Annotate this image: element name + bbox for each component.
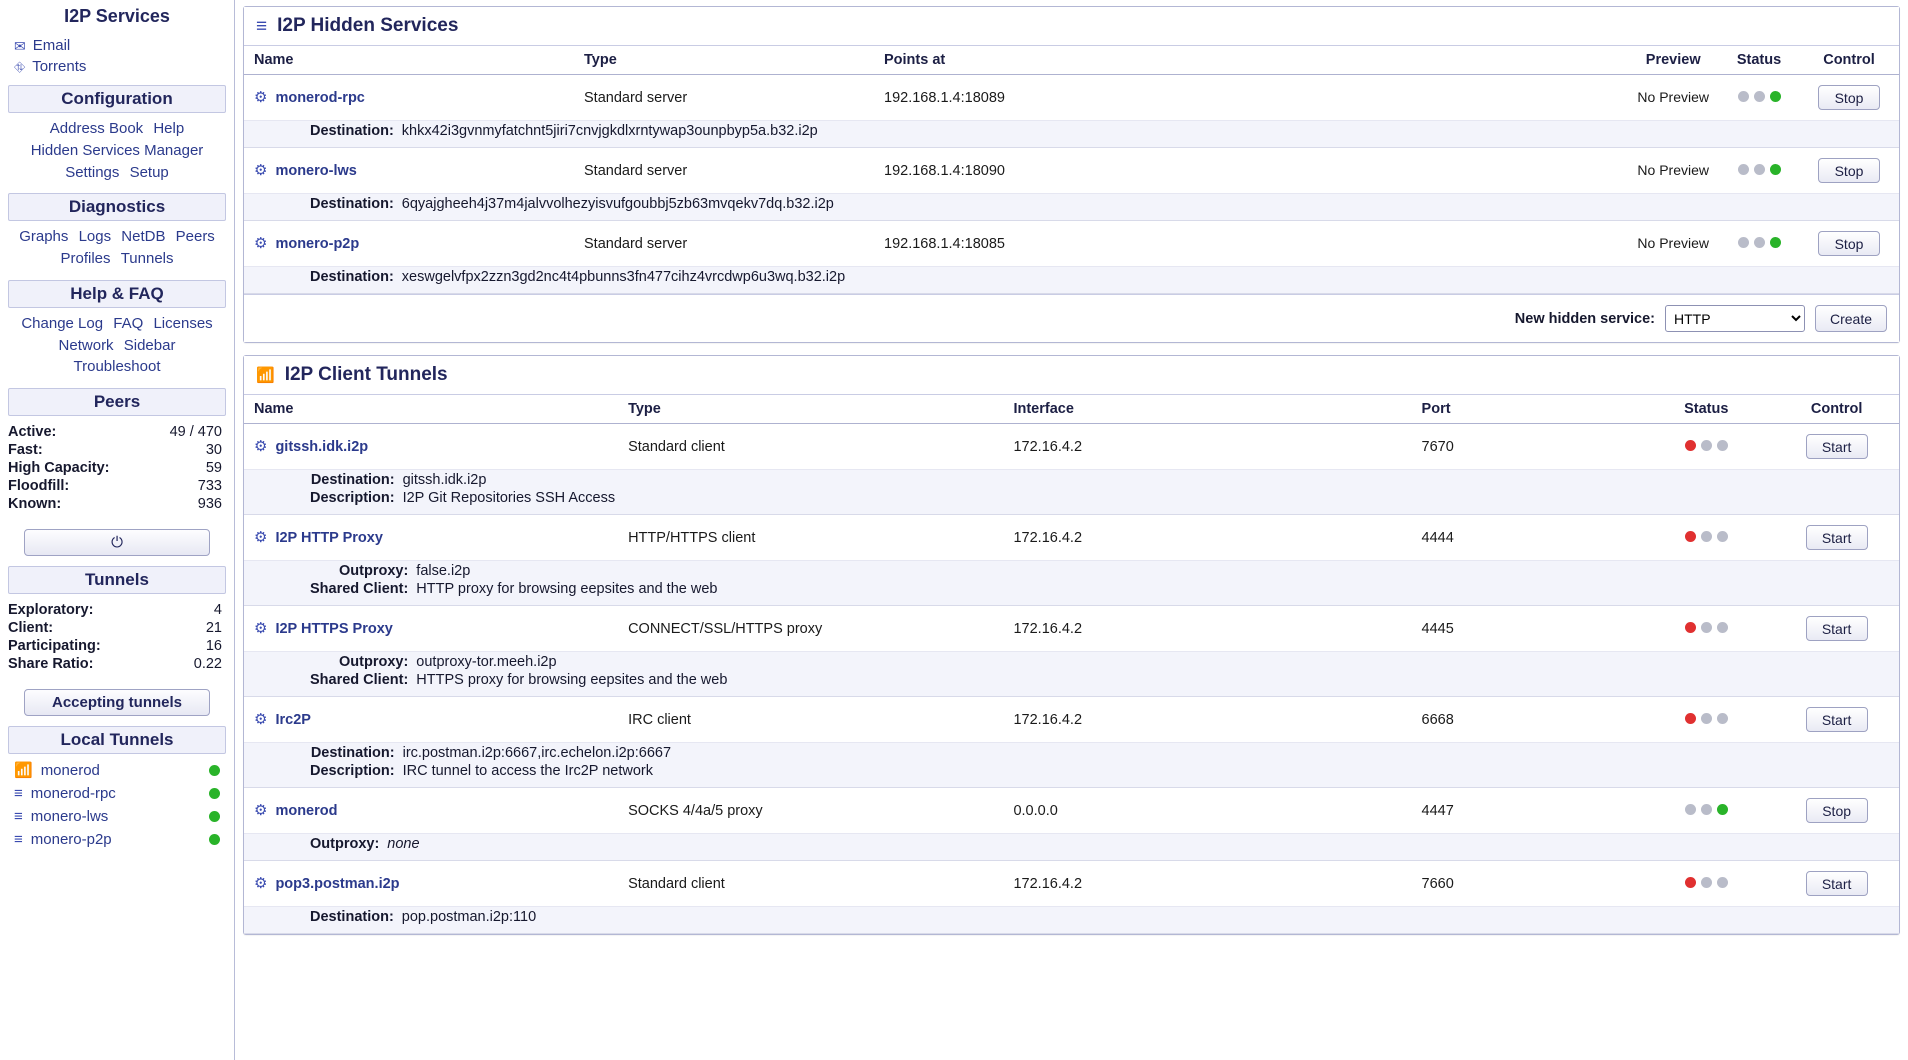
sidebar-link-peers[interactable]: Peers <box>175 228 215 246</box>
sidebar-link-settings[interactable]: Settings <box>65 163 120 181</box>
local-tunnel-label[interactable]: monero-lws <box>30 808 109 825</box>
status-lights <box>1738 91 1781 102</box>
status-lights <box>1685 877 1728 888</box>
server-icon: ≡ <box>14 831 23 848</box>
client-tunnels-title: I2P Client Tunnels <box>284 364 448 385</box>
cell-control <box>1774 861 1899 907</box>
local-tunnels-list <box>6 759 228 851</box>
peers-fast-value: 30 <box>205 442 222 458</box>
cell-control <box>1774 606 1899 652</box>
list-item[interactable] <box>6 782 228 805</box>
status-dot-grey <box>1701 440 1712 451</box>
gear-icon[interactable]: ⚙ <box>254 162 268 179</box>
table-row <box>244 75 1899 121</box>
peers-floodfill-value: 733 <box>197 478 222 494</box>
sidebar-item-email-label[interactable]: Email <box>32 37 71 54</box>
th-port: Port <box>1412 395 1639 424</box>
mail-icon: ✉ <box>14 37 26 54</box>
table-row <box>244 788 1899 834</box>
sidebar-links-diagnostics <box>6 226 228 272</box>
table-row <box>244 697 1899 743</box>
cell-status <box>1638 515 1774 561</box>
status-dot-grey <box>1754 164 1765 175</box>
status-dot-green <box>1717 804 1728 815</box>
peers-stat-row <box>8 477 222 495</box>
gear-icon[interactable]: ⚙ <box>254 620 268 637</box>
sidebar <box>0 0 235 1060</box>
status-lights <box>1685 440 1728 451</box>
stop-button[interactable]: Stop <box>1806 798 1868 823</box>
sidebar-links-help <box>6 313 228 380</box>
detail-value: false.i2p <box>416 563 471 579</box>
status-dot-grey <box>1738 91 1749 102</box>
detail-value: HTTP proxy for browsing eepsites and the web <box>416 581 718 597</box>
cell-type: IRC client <box>618 697 1003 743</box>
peers-stat-row <box>8 423 222 441</box>
th-points-at: Points at <box>874 46 1627 75</box>
status-lights <box>1738 237 1781 248</box>
cell-status <box>1719 148 1799 194</box>
sidebar-link-help[interactable]: Help <box>153 120 185 137</box>
status-dot-grey <box>1701 531 1712 542</box>
cell-name <box>244 515 618 561</box>
sidebar-link-logs[interactable]: Logs <box>78 228 112 246</box>
detail-label: Destination: <box>310 909 394 925</box>
sidebar-item-torrents-label[interactable]: Torrents <box>32 58 87 75</box>
sidebar-link-faq[interactable]: FAQ <box>113 314 144 332</box>
table-detail-row <box>244 194 1899 221</box>
table-detail-row <box>244 907 1899 934</box>
new-service-label: New hidden service: <box>1514 310 1655 327</box>
stop-button[interactable]: Stop <box>1818 158 1880 183</box>
sidebar-link-sidebar[interactable]: Sidebar <box>123 336 176 354</box>
cell-details <box>244 267 1899 294</box>
gear-icon[interactable]: ⚙ <box>254 802 268 819</box>
status-dot-grey <box>1717 713 1728 724</box>
cell-name <box>244 75 574 121</box>
service-name-link[interactable]: monero-p2p <box>275 235 360 252</box>
tunnels-exploratory-label: Exploratory: <box>8 602 94 618</box>
hidden-services-header <box>244 7 1899 46</box>
cell-control <box>1774 788 1899 834</box>
cell-interface: 172.16.4.2 <box>1003 697 1411 743</box>
peers-stat-row <box>8 441 222 459</box>
detail-value: HTTPS proxy for browsing eepsites and the web <box>416 672 728 688</box>
detail-label: Description: <box>310 763 395 779</box>
stop-button[interactable]: Stop <box>1818 231 1880 256</box>
detail-value: IRC tunnel to access the Irc2P network <box>402 763 653 779</box>
status-dot-green <box>1770 237 1781 248</box>
cell-name <box>244 788 618 834</box>
cell-port: 4444 <box>1412 515 1639 561</box>
cell-status <box>1638 861 1774 907</box>
wifi-icon: 📶 <box>256 366 275 384</box>
local-tunnel-label[interactable]: monerod-rpc <box>30 785 116 802</box>
tunnel-name-link[interactable]: gitssh.idk.i2p <box>275 438 369 455</box>
sidebar-link-change-log[interactable]: Change Log <box>21 314 104 332</box>
tunnels-stat-row <box>8 601 222 619</box>
peers-floodfill-label: Floodfill: <box>8 478 70 494</box>
peers-stats <box>6 421 228 515</box>
table-detail-row <box>244 267 1899 294</box>
status-dot-red <box>1685 713 1696 724</box>
start-button[interactable]: Start <box>1806 525 1868 550</box>
detail-label: Destination: <box>310 472 395 488</box>
table-detail-row <box>244 561 1899 606</box>
table-detail-row <box>244 834 1899 861</box>
start-button[interactable]: Start <box>1806 707 1868 732</box>
peers-known-label: Known: <box>8 496 62 512</box>
table-detail-row <box>244 652 1899 697</box>
service-name-link[interactable]: monerod-rpc <box>275 89 365 106</box>
tunnels-exploratory-value: 4 <box>213 602 222 618</box>
cell-port: 7660 <box>1412 861 1639 907</box>
status-dot <box>209 765 220 776</box>
sidebar-link-troubleshoot[interactable]: Troubleshoot <box>73 358 161 376</box>
sidebar-link-network[interactable]: Network <box>58 336 114 354</box>
table-row <box>244 424 1899 470</box>
tunnel-name-link[interactable]: pop3.postman.i2p <box>275 875 400 892</box>
table-header-row <box>244 395 1899 424</box>
table-row <box>244 606 1899 652</box>
page-title: I2P Hidden Services <box>277 15 459 36</box>
start-button[interactable]: Start <box>1806 871 1868 896</box>
cell-control <box>1774 697 1899 743</box>
sidebar-heading-configuration: Configuration <box>8 85 226 113</box>
table-detail-row <box>244 470 1899 515</box>
cell-points-at: 192.168.1.4:18090 <box>874 148 1627 194</box>
th-status: Status <box>1638 395 1774 424</box>
detail-label: Outproxy: <box>339 563 409 579</box>
cell-control <box>1799 75 1899 121</box>
client-tunnels-header <box>244 356 1899 395</box>
gear-icon[interactable]: ⚙ <box>254 438 268 455</box>
sidebar-heading-help-faq: Help & FAQ <box>8 280 226 308</box>
cell-control <box>1774 424 1899 470</box>
sidebar-link-profiles[interactable]: Profiles <box>60 250 111 267</box>
new-hidden-service-row <box>244 294 1899 342</box>
cell-details <box>244 121 1899 148</box>
tunnels-share-ratio-value: 0.22 <box>193 656 222 672</box>
status-dot-green <box>1770 164 1781 175</box>
cell-type: HTTP/HTTPS client <box>618 515 1003 561</box>
gear-icon[interactable]: ⚙ <box>254 711 268 728</box>
sidebar-link-tunnels[interactable]: Tunnels <box>120 250 174 267</box>
cell-interface: 0.0.0.0 <box>1003 788 1411 834</box>
detail-value: irc.postman.i2p:6667,irc.echelon.i2p:6667 <box>402 745 672 761</box>
cell-type: Standard server <box>574 221 874 267</box>
cell-name <box>244 861 618 907</box>
status-dot <box>209 811 220 822</box>
th-name: Name <box>244 395 618 424</box>
detail-label: Destination: <box>310 196 394 212</box>
list-item[interactable] <box>6 828 228 851</box>
list-item[interactable] <box>6 759 228 782</box>
gear-icon[interactable]: ⚙ <box>254 529 268 546</box>
torrent-icon: ⛗ <box>14 58 26 75</box>
peers-stat-row <box>8 495 222 513</box>
server-icon: ≡ <box>14 808 23 825</box>
power-icon: ⏻ <box>111 534 123 551</box>
status-dot-grey <box>1717 622 1728 633</box>
cell-port: 4445 <box>1412 606 1639 652</box>
cell-status <box>1638 606 1774 652</box>
detail-value: outproxy-tor.meeh.i2p <box>416 654 557 670</box>
hidden-services-panel <box>243 6 1900 343</box>
cell-status <box>1638 424 1774 470</box>
status-dot-grey <box>1701 804 1712 815</box>
cell-points-at: 192.168.1.4:18089 <box>874 75 1627 121</box>
status-dot-grey <box>1701 713 1712 724</box>
status-dot-red <box>1685 877 1696 888</box>
th-control: Control <box>1774 395 1899 424</box>
status-dot-grey <box>1754 237 1765 248</box>
peers-active-value: 49 / 470 <box>169 424 222 440</box>
cell-interface: 172.16.4.2 <box>1003 861 1411 907</box>
peers-fast-label: Fast: <box>8 442 43 458</box>
status-dot-grey <box>1738 237 1749 248</box>
cell-name <box>244 221 574 267</box>
peers-active-label: Active: <box>8 424 57 440</box>
sidebar-link-netdb[interactable]: NetDB <box>121 228 166 246</box>
accepting-tunnels-button[interactable]: Accepting tunnels <box>24 689 210 716</box>
sidebar-title: I2P Services <box>64 6 170 26</box>
tunnel-name-link[interactable]: I2P HTTPS Proxy <box>275 620 393 637</box>
status-dot-grey <box>1738 164 1749 175</box>
cell-type: Standard server <box>574 148 874 194</box>
table-detail-row <box>244 743 1899 788</box>
detail-label: Destination: <box>310 269 394 285</box>
table-row <box>244 861 1899 907</box>
th-name: Name <box>244 46 574 75</box>
table-row <box>244 221 1899 267</box>
status-dot-grey <box>1701 877 1712 888</box>
cell-interface: 172.16.4.2 <box>1003 606 1411 652</box>
accepting-tunnels-wrap <box>6 689 228 716</box>
cell-type: SOCKS 4/4a/5 proxy <box>618 788 1003 834</box>
sidebar-heading-diagnostics: Diagnostics <box>8 193 226 221</box>
cell-details <box>244 907 1899 934</box>
tunnels-participating-value: 16 <box>205 638 222 654</box>
sidebar-links-configuration <box>6 118 228 185</box>
cell-control <box>1774 515 1899 561</box>
list-item[interactable] <box>6 805 228 828</box>
cell-details <box>244 743 1899 788</box>
detail-label: Outproxy: <box>339 654 409 670</box>
detail-value: xeswgelvfpx2zzn3gd2nc4t4pbunns3fn477cihz4vrcdwp6u3wq.b32.i2p <box>401 269 846 285</box>
cell-type: Standard client <box>618 861 1003 907</box>
sidebar-link-setup[interactable]: Setup <box>129 163 169 181</box>
tunnel-name-link[interactable]: Irc2P <box>275 711 311 728</box>
cell-interface: 172.16.4.2 <box>1003 424 1411 470</box>
th-preview: Preview <box>1627 46 1719 75</box>
table-row <box>244 148 1899 194</box>
cell-name <box>244 606 618 652</box>
stop-button[interactable]: Stop <box>1818 85 1880 110</box>
cell-type: Standard client <box>618 424 1003 470</box>
status-dot-grey <box>1717 877 1728 888</box>
gear-icon[interactable]: ⚙ <box>254 235 268 252</box>
th-status: Status <box>1719 46 1799 75</box>
cell-details <box>244 194 1899 221</box>
detail-label: Description: <box>310 490 395 506</box>
status-dot-red <box>1685 440 1696 451</box>
detail-label: Outproxy: <box>310 836 380 852</box>
client-tunnels-table <box>244 395 1899 934</box>
th-type: Type <box>574 46 874 75</box>
status-dot-green <box>1770 91 1781 102</box>
sidebar-link-licenses[interactable]: Licenses <box>153 314 213 332</box>
gear-icon[interactable]: ⚙ <box>254 875 268 892</box>
detail-label: Shared Client: <box>310 581 409 597</box>
service-name-link[interactable]: monero-lws <box>275 162 357 179</box>
cell-preview: No Preview <box>1627 75 1719 121</box>
cell-details <box>244 834 1899 861</box>
cell-name <box>244 424 618 470</box>
local-tunnel-label[interactable]: monerod <box>40 762 100 779</box>
cell-name <box>244 697 618 743</box>
local-tunnel-label[interactable]: monero-p2p <box>30 831 112 848</box>
peers-stat-row <box>8 459 222 477</box>
detail-value: I2P Git Repositories SSH Access <box>402 490 616 506</box>
start-button[interactable]: Start <box>1806 434 1868 459</box>
power-button-wrap <box>6 529 228 556</box>
peers-high-capacity-label: High Capacity: <box>8 460 110 476</box>
status-dot-grey <box>1701 622 1712 633</box>
status-dot-red <box>1685 622 1696 633</box>
th-interface: Interface <box>1003 395 1411 424</box>
cell-port: 7670 <box>1412 424 1639 470</box>
status-dot-grey <box>1754 91 1765 102</box>
cell-preview: No Preview <box>1627 148 1719 194</box>
detail-value: 6qyajgheeh4j37m4jalvvolhezyisvufgoubbj5zb63mvqekv7dq.b32.i2p <box>401 196 834 212</box>
tunnel-name-link[interactable]: monerod <box>275 802 338 819</box>
wifi-icon: 📶 <box>14 762 33 779</box>
th-control: Control <box>1799 46 1899 75</box>
th-type: Type <box>618 395 1003 424</box>
tunnels-share-ratio-label: Share Ratio: <box>8 656 94 672</box>
server-icon: ≡ <box>14 785 23 802</box>
tunnels-participating-label: Participating: <box>8 638 101 654</box>
cell-points-at: 192.168.1.4:18085 <box>874 221 1627 267</box>
server-icon: ≡ <box>256 15 268 37</box>
cell-status <box>1638 697 1774 743</box>
gear-icon[interactable]: ⚙ <box>254 89 268 106</box>
sidebar-item-email[interactable] <box>6 35 228 56</box>
detail-label: Shared Client: <box>310 672 409 688</box>
sidebar-heading-tunnels: Tunnels <box>8 566 226 594</box>
status-dot-grey <box>1685 804 1696 815</box>
cell-interface: 172.16.4.2 <box>1003 515 1411 561</box>
tunnels-stats <box>6 599 228 675</box>
sidebar-link-graphs[interactable]: Graphs <box>19 228 69 246</box>
table-detail-row <box>244 121 1899 148</box>
cell-status <box>1638 788 1774 834</box>
status-lights <box>1738 164 1781 175</box>
detail-value: pop.postman.i2p:110 <box>401 909 537 925</box>
client-tunnels-panel <box>243 355 1900 935</box>
status-dot-grey <box>1717 440 1728 451</box>
table-header-row <box>244 46 1899 75</box>
cell-details <box>244 652 1899 697</box>
sidebar-heading-peers: Peers <box>8 388 226 416</box>
peers-known-value: 936 <box>197 496 222 512</box>
cell-preview: No Preview <box>1627 221 1719 267</box>
cell-control <box>1799 221 1899 267</box>
tunnels-client-label: Client: <box>8 620 54 636</box>
detail-label: Destination: <box>310 745 395 761</box>
sidebar-heading-local-tunnels: Local Tunnels <box>8 726 226 754</box>
cell-type: CONNECT/SSL/HTTPS proxy <box>618 606 1003 652</box>
cell-control <box>1799 148 1899 194</box>
status-dot <box>209 834 220 845</box>
detail-value: none <box>387 836 420 852</box>
tunnel-name-link[interactable]: I2P HTTP Proxy <box>275 529 383 546</box>
status-lights <box>1685 713 1728 724</box>
hidden-services-table <box>244 46 1899 294</box>
detail-value: gitssh.idk.i2p <box>402 472 487 488</box>
tunnels-stat-row <box>8 637 222 655</box>
table-row <box>244 515 1899 561</box>
cell-details <box>244 470 1899 515</box>
cell-name <box>244 148 574 194</box>
main-content <box>235 0 1908 1060</box>
shutdown-button[interactable] <box>24 529 210 556</box>
tunnels-stat-row <box>8 655 222 673</box>
sidebar-item-torrents[interactable] <box>6 56 228 77</box>
cell-port: 4447 <box>1412 788 1639 834</box>
start-button[interactable]: Start <box>1806 616 1868 641</box>
detail-value: khkx42i3gvnmyfatchnt5jiri7cnvjgkdlxrntywap3ounpbyp5a.b32.i2p <box>401 123 818 139</box>
status-dot-red <box>1685 531 1696 542</box>
create-button[interactable]: Create <box>1815 305 1887 332</box>
cell-status <box>1719 221 1799 267</box>
sidebar-link-address-book[interactable]: Address Book <box>49 120 144 137</box>
status-dot <box>209 788 220 799</box>
tunnels-client-value: 21 <box>205 620 222 636</box>
status-lights <box>1685 622 1728 633</box>
status-lights <box>1685 804 1728 815</box>
peers-high-capacity-value: 59 <box>205 460 222 476</box>
cell-type: Standard server <box>574 75 874 121</box>
sidebar-link-hidden-services-manager[interactable]: Hidden Services Manager <box>30 141 204 159</box>
cell-status <box>1719 75 1799 121</box>
cell-details <box>244 561 1899 606</box>
new-service-type-select[interactable] <box>1665 305 1805 332</box>
tunnels-stat-row <box>8 619 222 637</box>
status-dot-grey <box>1717 531 1728 542</box>
status-lights <box>1685 531 1728 542</box>
detail-label: Destination: <box>310 123 394 139</box>
cell-port: 6668 <box>1412 697 1639 743</box>
